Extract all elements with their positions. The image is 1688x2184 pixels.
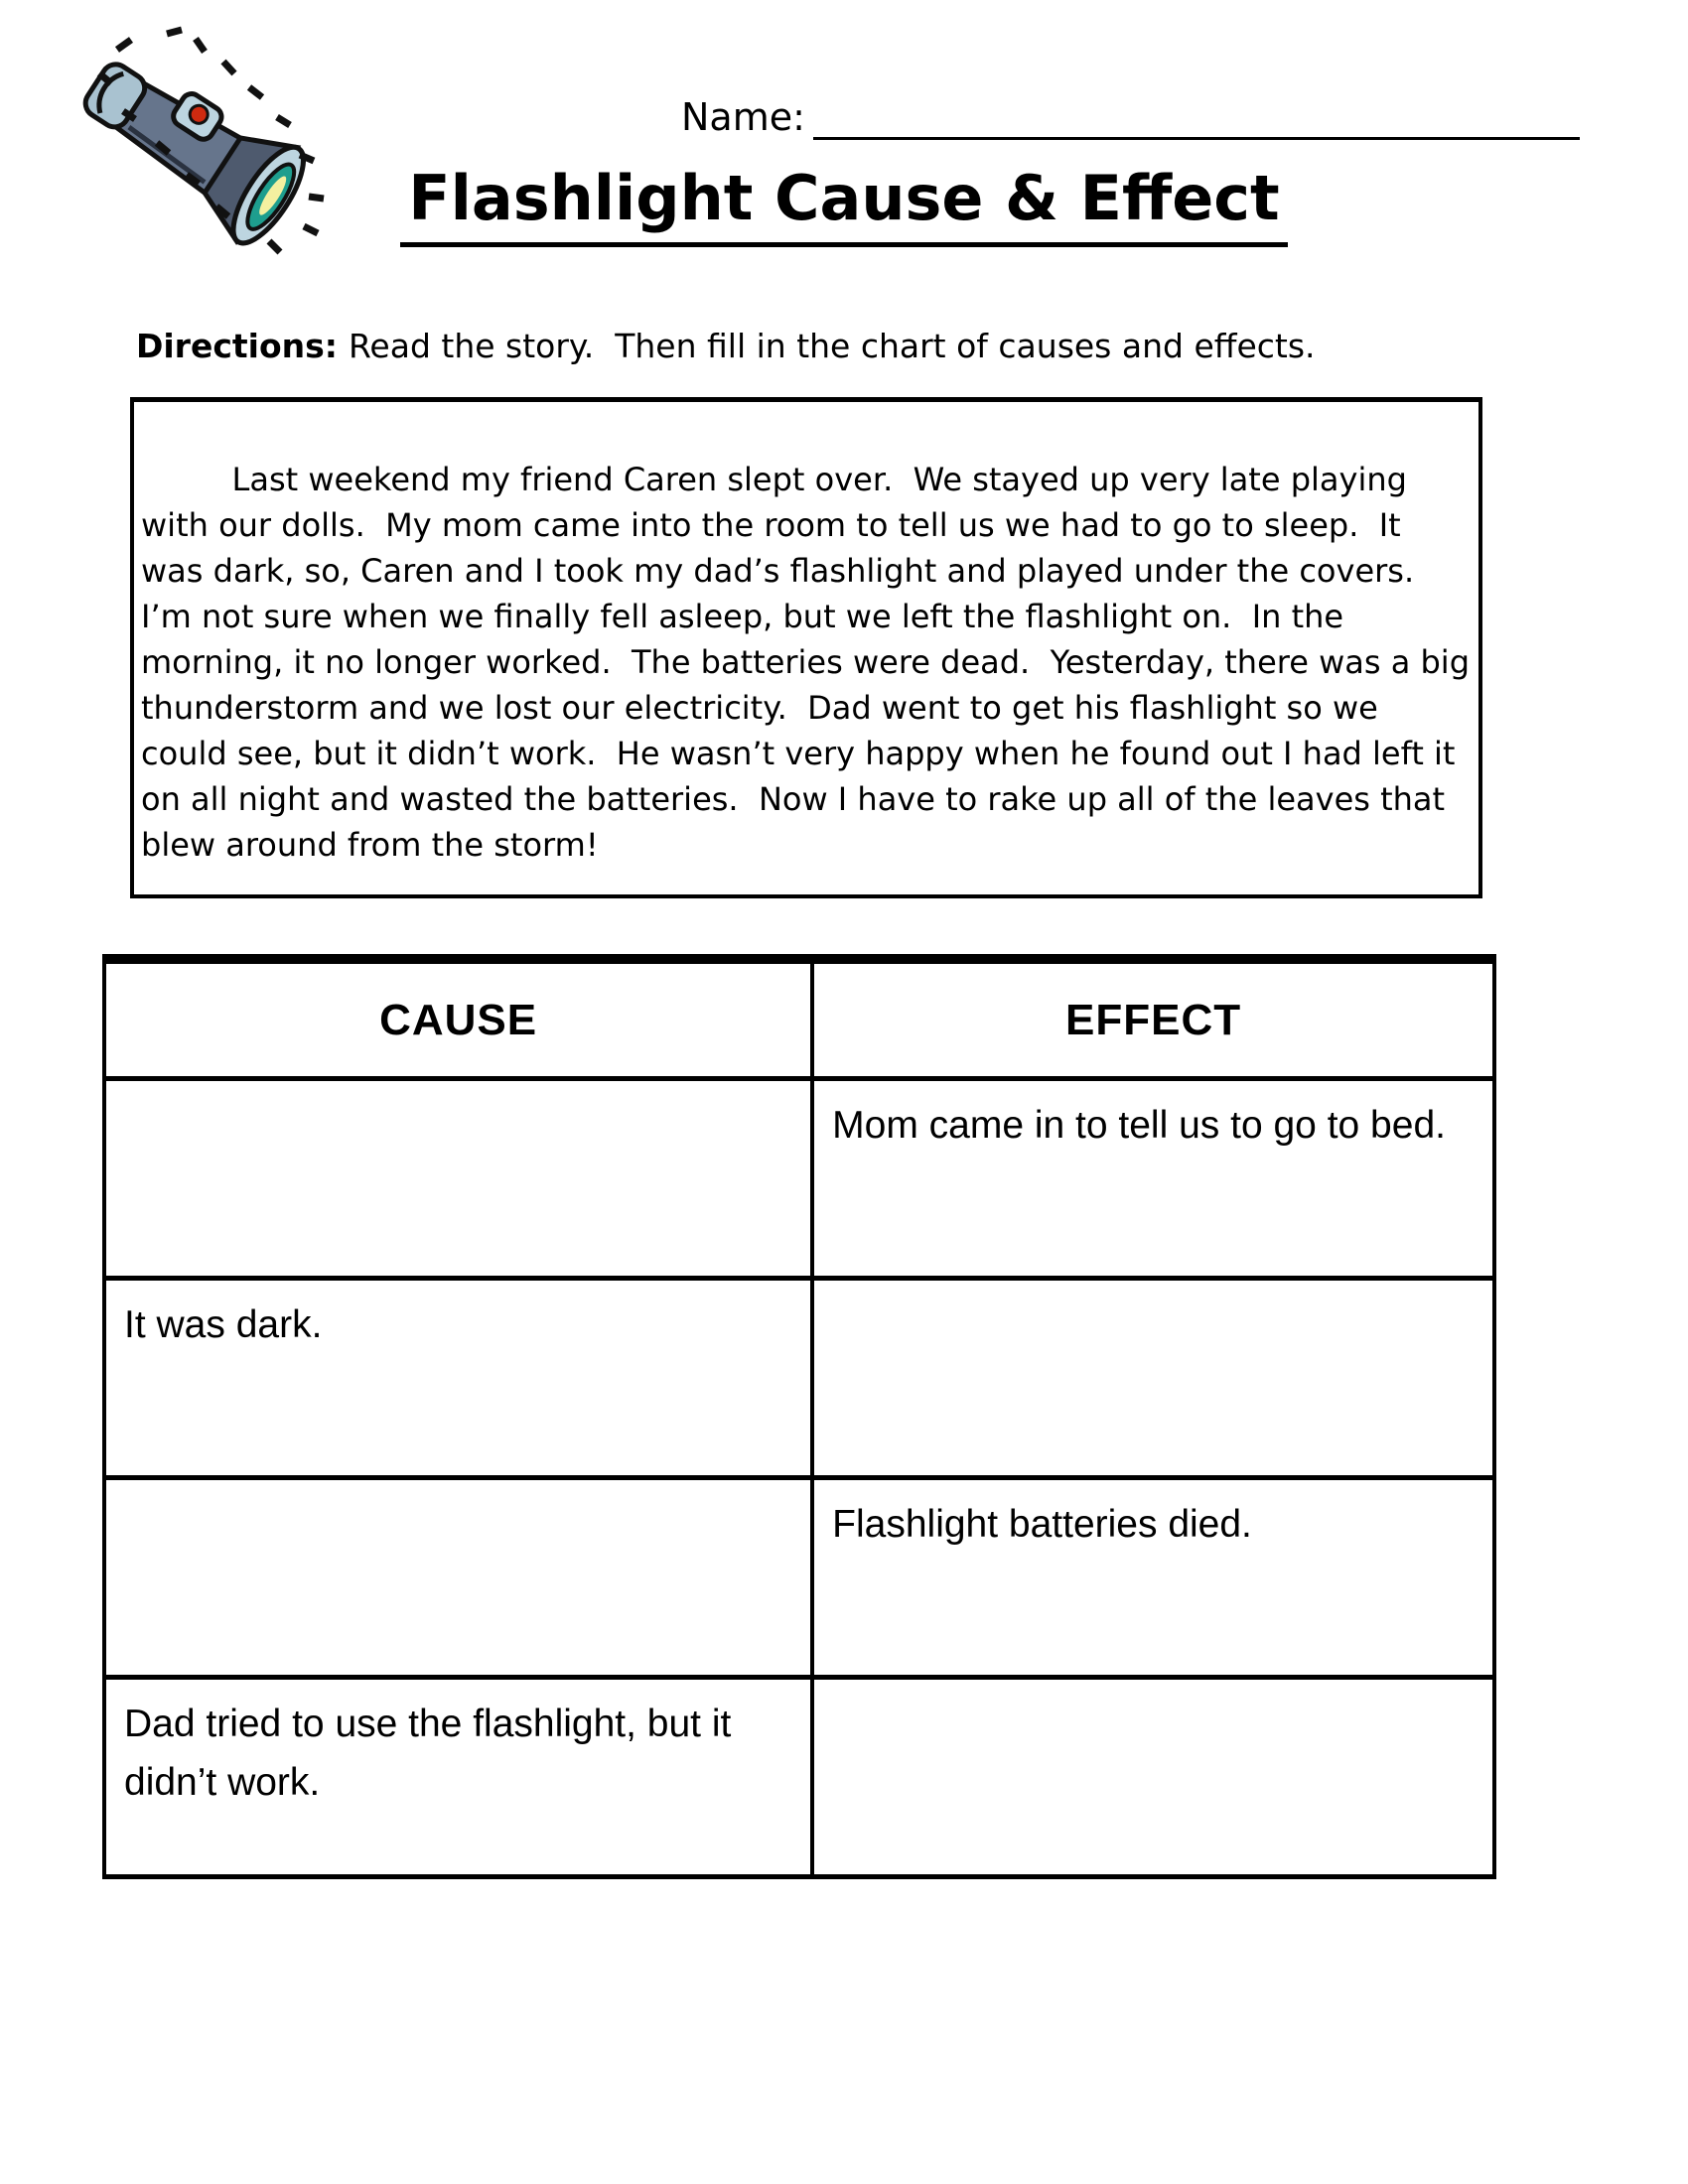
effect-cell [810,1680,1492,1874]
header-effect: EFFECT [810,964,1492,1076]
cause-effect-table [102,954,1496,1879]
title-wrap [0,163,1688,247]
name-row [681,93,1580,141]
table-row [106,1675,1492,1874]
story-text: Last weekend my friend Caren slept over. We stayed up very late playing with our dolls. My mom came into the room to tell us we had to go to sleep. It was dark, so, Caren and I took my dad’s flashlight and played under the covers. I’m not sure when we finally fell asleep, but we left the flashlight on. In the morning, it no longer worked. The batteries were dead. Yesterday, there was a big thunderstorm and we lost our electricity. Dad went to get his flashlight so we could see, but it didn’t work. He wasn’t very happy when he found out I had left it on all night and wasted the batteries. Now I have to rake up all of the leaves that blew around from the storm! [141,461,1480,864]
table-row [106,1076,1492,1276]
cause-cell: Dad tried to use the flashlight, but it didn’t work. [124,1703,732,1804]
name-blank-line [813,93,1580,140]
directions [94,281,1604,412]
table-row [106,1475,1492,1675]
directions-text: Read the story. Then fill in the chart of causes and effects. [348,327,1316,365]
effect-cell [810,1281,1492,1475]
cause-cell [106,1480,810,1675]
effect-cell: Flashlight batteries died. [810,1480,1492,1675]
table-row [106,1276,1492,1475]
table-header-row [106,964,1492,1076]
name-label: Name: [681,95,805,139]
cause-cell: It was dark. [124,1303,323,1346]
story-box [130,397,1482,898]
effect-cell: Mom came in to tell us to go to bed. [810,1081,1492,1276]
header-cause: CAUSE [379,995,538,1044]
page-title: Flashlight Cause & Effect [400,163,1287,247]
cause-cell [106,1081,810,1276]
directions-label: Directions: [135,327,338,365]
